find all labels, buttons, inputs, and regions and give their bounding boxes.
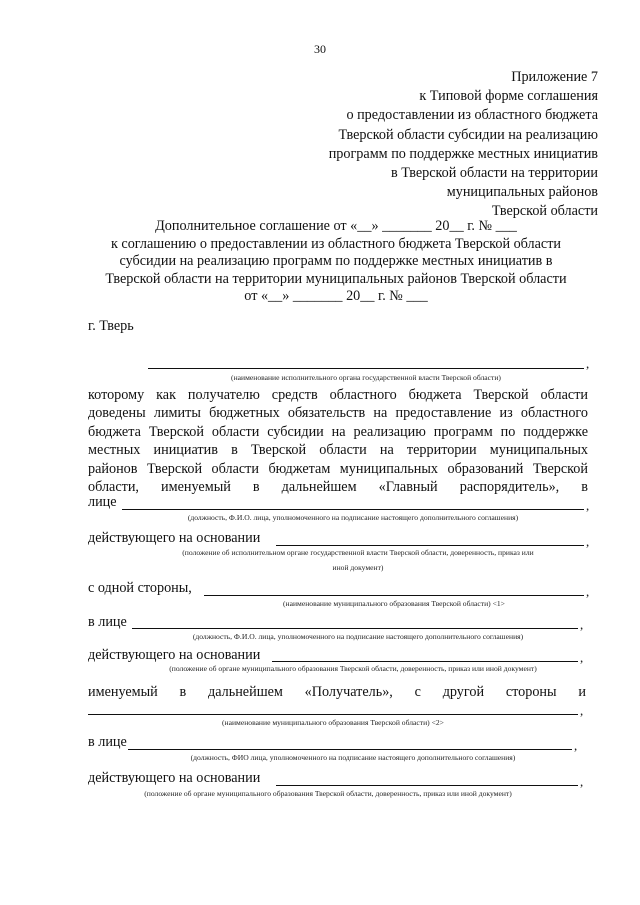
comma: , [586,498,590,513]
executive-body-field-line [148,368,584,369]
comma: , [586,534,590,549]
official-2-field-line [132,628,578,629]
recipient-word: и [578,684,586,700]
paragraph-line: доведены лимиты бюджетных обязательств на предоставление из областного [88,405,588,422]
appendix-line: Тверской области [491,203,598,220]
title-line: субсидии на реализацию программ по поддержке местных инициатив в [119,253,553,269]
official-3-caption: (должность, ФИО лица, уполномоченного на подписание настоящего дополнительного соглашения) [190,753,516,762]
recipient-word: другой [442,684,485,700]
appendix-line: Приложение 7 [511,69,598,85]
basis-3-field-line [276,785,578,786]
official-1-caption: (должность, Ф.И.О. лица, уполномоченного на подписание настоящего дополнительного соглашения) [187,513,519,522]
recipient-word: дальнейшем [208,684,283,700]
recipient-word: «Получатель», [304,684,393,700]
executive-body-caption: (наименование исполнительного органа государственной власти Тверской области) [231,373,501,382]
paragraph-line: местных инициатив в Тверской области на территории муниципальных [88,442,588,459]
one-side-label: с одной стороны, [88,580,192,596]
acting-basis-2-label: действующего на основании [88,647,261,663]
appendix-line: к Типовой форме соглашения [419,88,598,105]
acting-basis-3-label: действующего на основании [88,770,261,786]
comma: , [574,738,578,753]
comma: , [586,356,590,371]
title-line: Дополнительное соглашение от «__» _______ 20__ г. № ___ [155,218,517,234]
official-3-field-line [128,749,572,750]
acting-basis-label: действующего на основании [88,530,261,546]
city: г. Тверь [88,318,134,334]
recipient-word: в [179,684,187,700]
municipality-2-caption: (наименование муниципального образования Тверской области) <2> [222,718,444,727]
basis-1-caption-line2: иной документ) [332,563,384,572]
agreement-title [84,218,588,306]
paragraph-line: которому как получателю средств областного бюджета Тверской области [88,387,588,403]
paragraph-line: районов Тверской области бюджетам муниципальных образований Тверской [88,460,588,477]
comma: , [580,617,584,632]
basis-1-caption-line1: (положение об исполнительном органе государственной власти Тверской области, доверенность, приказ или [182,548,534,557]
basis-2-field-line [272,661,578,662]
paragraph-line: бюджета Тверской области субсидии на реализацию программ по поддержке [88,423,588,440]
comma: , [580,703,584,718]
basis-2-caption: (положение об органе муниципального образования Тверской области, доверенность, приказ или иной документ) [169,664,537,673]
title-line: Тверской области на территории муниципальных районов Тверской области [105,270,567,287]
official-2-caption: (должность, Ф.И.О. лица, уполномоченного на подписание настоящего дополнительного соглашения) [192,632,524,641]
main-paragraph [88,386,588,496]
page-number: 30 [314,42,326,56]
appendix-line: в Тверской области на территории [391,165,598,182]
appendix-line: муниципальных районов [446,184,598,201]
appendix-header [268,68,598,222]
recipient-word: с [414,684,421,700]
appendix-line: Тверской области субсидии на реализацию [338,126,598,143]
in-person-label: лице [88,494,117,510]
municipality-1-field-line [204,595,584,596]
in-person-2-label: в лице [88,614,127,630]
title-line: к соглашению о предоставлении из областного бюджета Тверской области [110,235,562,252]
in-person-3-label: в лице [88,734,127,750]
municipality-1-caption: (наименование муниципального образования Тверской области) <1> [283,599,505,608]
comma: , [580,774,584,789]
recipient-word: стороны [505,684,557,700]
basis-3-caption: (положение об органе муниципального образования Тверской области, доверенность, приказ или иной документ) [144,789,512,798]
municipality-2-field-line [88,714,578,715]
paragraph-line: области, именуемый в дальнейшем «Главный распорядитель», в [88,479,588,496]
title-line: от «__» _______ 20__ г. № ___ [244,288,428,304]
basis-1-field-line [276,545,584,546]
recipient-word: именуемый [88,684,158,700]
comma: , [580,650,584,665]
recipient-line [88,684,586,701]
appendix-line: о предоставлении из областного бюджета [346,107,598,124]
official-1-field-line [122,509,584,510]
comma: , [586,584,590,599]
appendix-line: программ по поддержке местных инициатив [328,145,598,162]
